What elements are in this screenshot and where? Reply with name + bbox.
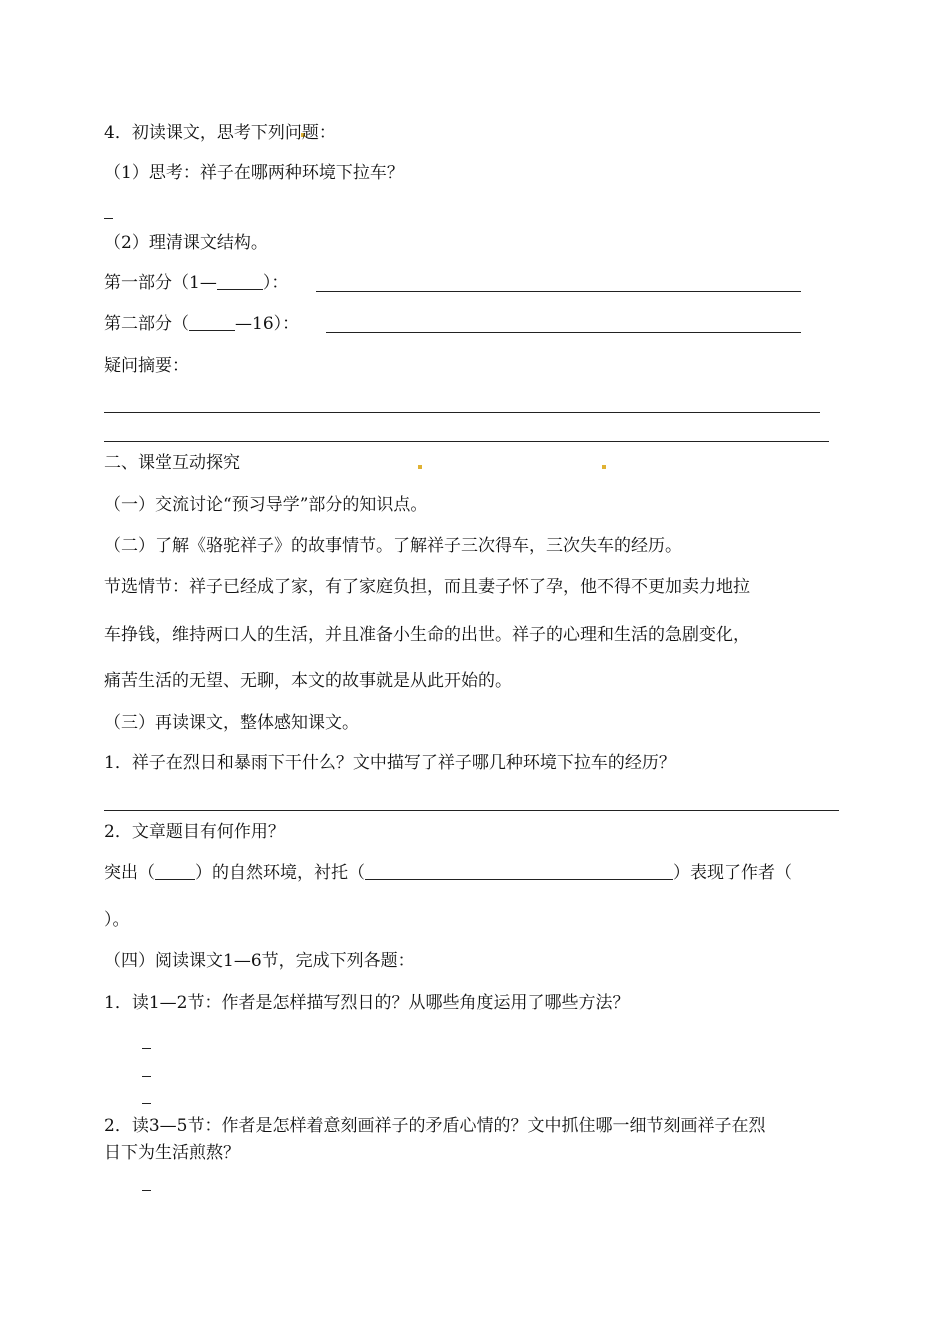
part-2-answer-line[interactable] [326,332,801,333]
fill-blank-1[interactable] [155,863,195,880]
section-2-item-4: （四）阅读课文1—6节，完成下列各题： [104,951,415,971]
item-4-question-2-line-2: 日下为生活煎熬？ [104,1143,240,1163]
part-2-prefix: 第二部分（ [104,314,189,334]
section-2-item-2: （二）了解《骆驼祥子》的故事情节。了解祥子三次得车，三次失车的经历。 [104,536,682,556]
question-4-1: （1）思考：祥子在哪两种环境下拉车？ [104,163,404,183]
fill-text-a: 突出（ [104,863,155,883]
answer-blank[interactable] [104,218,113,219]
fill-in-row [104,862,792,884]
answer-blank[interactable] [142,1103,151,1104]
section-2-heading: 二、课堂互动探究 [104,453,240,473]
section-2-item-3: （三）再读课文，整体感知课文。 [104,713,359,733]
fill-text-b: ）的自然环境，衬托（ [195,863,365,883]
question-4-2: （2）理清课文结构。 [104,233,268,253]
answer-blank[interactable] [142,1048,151,1049]
item-4-question-1: 1．读1—2节：作者是怎样描写烈日的？从哪些角度运用了哪些方法？ [104,993,630,1013]
excerpt-line-3: 痛苦生活的无望、无聊，本文的故事就是从此开始的。 [104,671,512,691]
fill-text-c: ）表现了作者（ [673,863,792,883]
part-1-end-blank[interactable] [217,273,263,290]
fill-in-row-end: ）。 [104,910,130,930]
part-1-row [104,272,288,294]
part-2-start-blank[interactable] [189,314,235,331]
fill-blank-2[interactable] [365,863,673,880]
decorative-dot [418,465,422,469]
question-4-title: 4．初读课文，思考下列问题： [104,123,336,143]
answer-blank[interactable] [142,1076,151,1077]
section-2-item-1: （一）交流讨论“预习导学”部分的知识点。 [104,495,428,515]
decorative-dot [602,465,606,469]
part-1-suffix: ）： [262,273,289,293]
doubts-line-1[interactable] [104,412,820,413]
item-3-answer-line[interactable] [104,810,839,811]
item-3-question-2: 2．文章题目有何作用？ [104,822,285,842]
part-2-suffix: —16）： [235,314,300,334]
excerpt-line-2: 车挣钱，维持两口人的生活，并且准备小生命的出世。祥子的心理和生活的急剧变化， [104,625,750,645]
part-2-row [104,313,299,335]
part-1-prefix: 第一部分（1— [104,273,217,293]
part-1-answer-line[interactable] [316,291,801,292]
answer-blank[interactable] [142,1190,151,1191]
item-3-question-1: 1．祥子在烈日和暴雨下干什么？文中描写了祥子哪几种环境下拉车的经历？ [104,753,676,773]
doubts-line-2[interactable] [104,441,829,442]
item-4-question-2-line-1: 2．读3—5节：作者是怎样着意刻画祥子的矛盾心情的？文中抓住哪一细节刻画祥子在烈 [104,1116,766,1136]
excerpt-line-1: 节选情节：祥子已经成了家，有了家庭负担，而且妻子怀了孕，他不得不更加卖力地拉 [104,577,750,597]
doubts-label: 疑问摘要： [104,356,189,376]
